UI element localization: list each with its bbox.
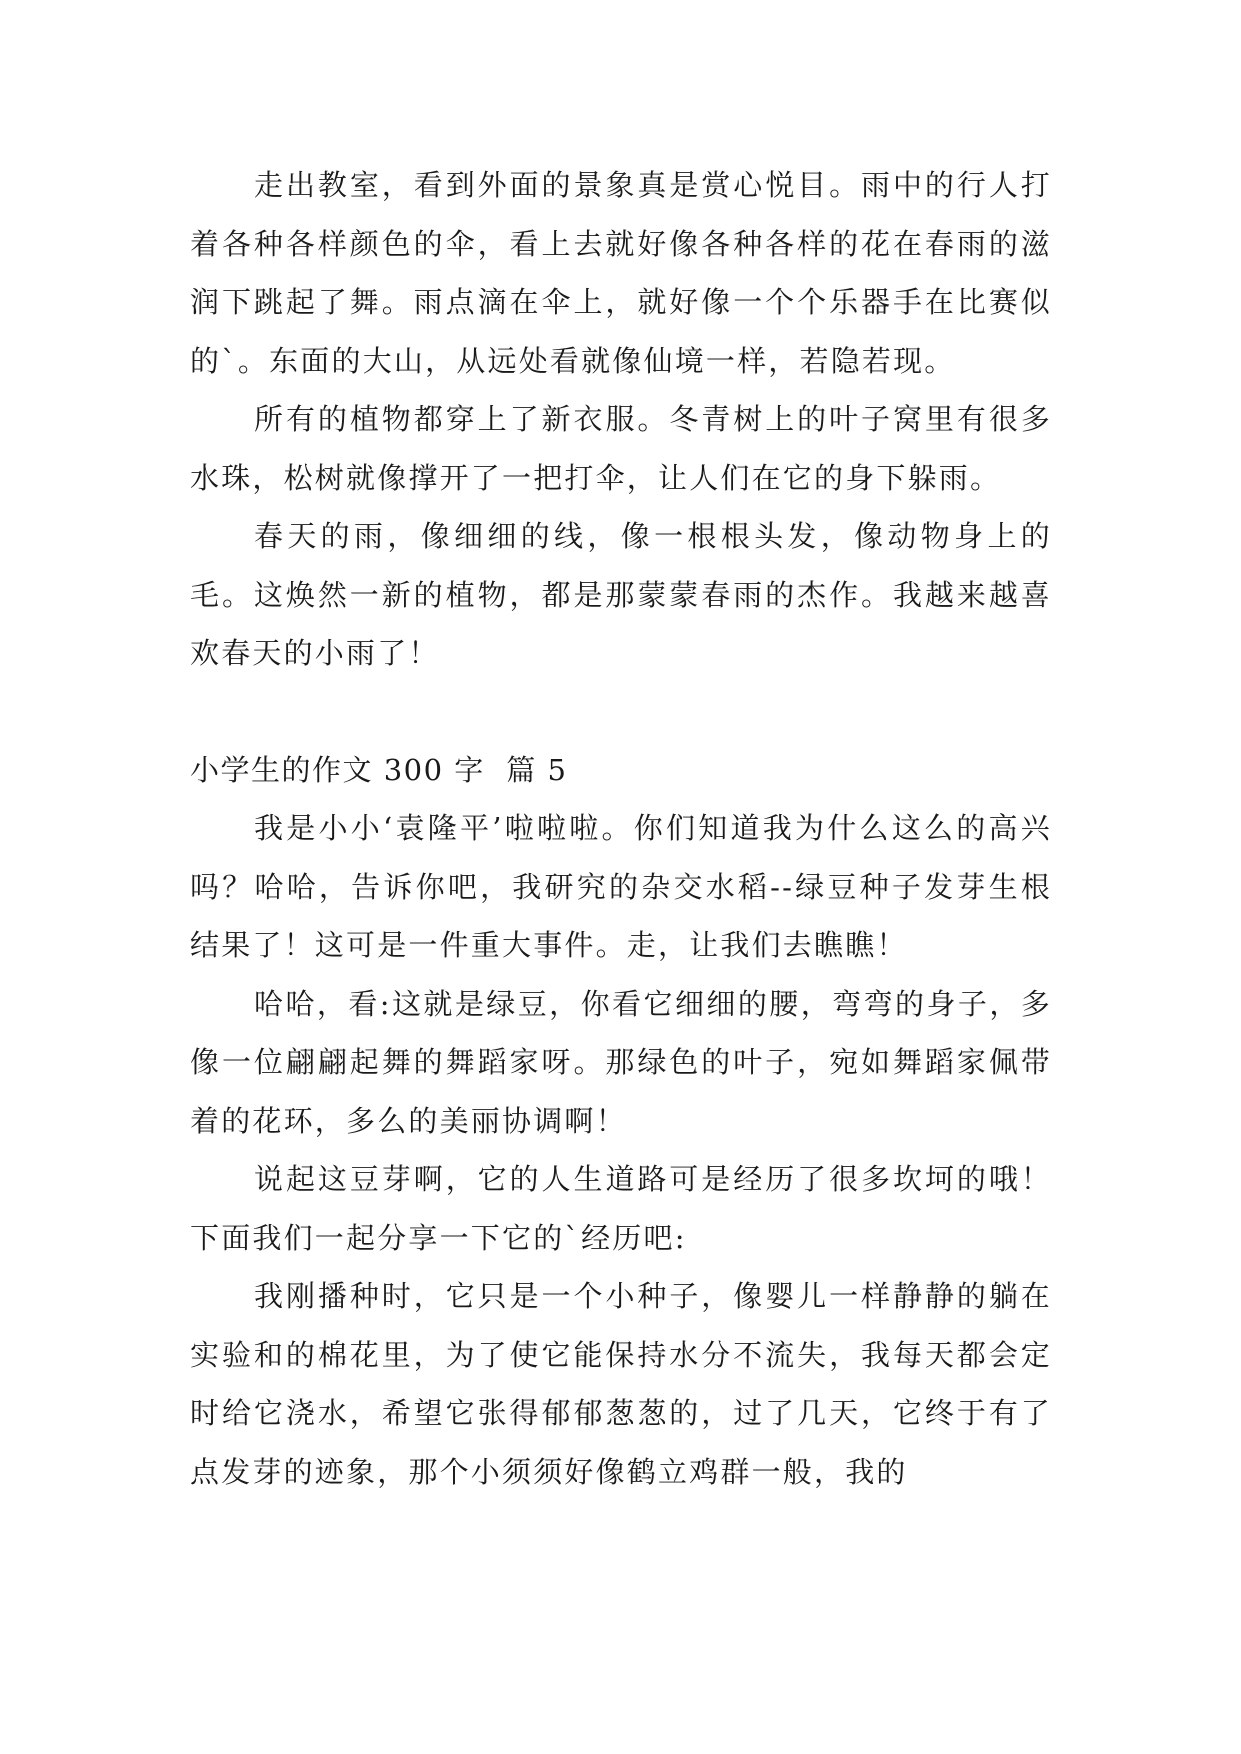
paragraph: 所有的植物都穿上了新衣服。冬青树上的叶子窝里有很多水珠，松树就像撑开了一把打伞，让人们在它的身下躲雨。 — [190, 402, 1052, 495]
paragraph: 走出教室，看到外面的景象真是赏心悦目。雨中的行人打着各种各样颜色的伞，看上去就好像各种各样的花在春雨的滋润下跳起了舞。雨点滴在伞上，就好像一个个乐器手在比赛似的`。东面的大山，从远处看就像仙境一样，若隐若现。 — [190, 168, 1052, 378]
paragraph: 我是小小‘袁隆平’啦啦啦。你们知道我为什么这么的高兴吗？哈哈，告诉你吧，我研究的杂交水稻--绿豆种子发芽生根结果了！这可是一件重大事件。走，让我们去瞧瞧！ — [190, 811, 1052, 962]
paragraph: 哈哈，看:这就是绿豆，你看它细细的腰，弯弯的身子，多像一位翩翩起舞的舞蹈家呀。那绿色的叶子，宛如舞蹈家佩带着的花环，多么的美丽协调啊！ — [190, 986, 1052, 1138]
paragraph: 春天的雨，像细细的线，像一根根头发，像动物身上的毛。这焕然一新的植物，都是那蒙蒙春雨的杰作。我越来越喜欢春天的小雨了！ — [190, 519, 1052, 670]
paragraph: 说起这豆芽啊，它的人生道路可是经历了很多坎坷的哦！下面我们一起分享一下它的`经历吧: — [190, 1162, 1052, 1255]
paragraph: 我刚播种时，它只是一个小种子，像婴儿一样静静的躺在实验和的棉花里，为了使它能保持水分不流失，我每天都会定时给它浇水，希望它张得郁郁葱葱的，过了几天，它终于有了点发芽的迹象，那个小须须好像鹤立鸡群一般，我的 — [190, 1279, 1052, 1489]
text-column — [190, 156, 1052, 1501]
section-heading: 小学生的作文 300 字 篇 5 — [190, 752, 568, 787]
